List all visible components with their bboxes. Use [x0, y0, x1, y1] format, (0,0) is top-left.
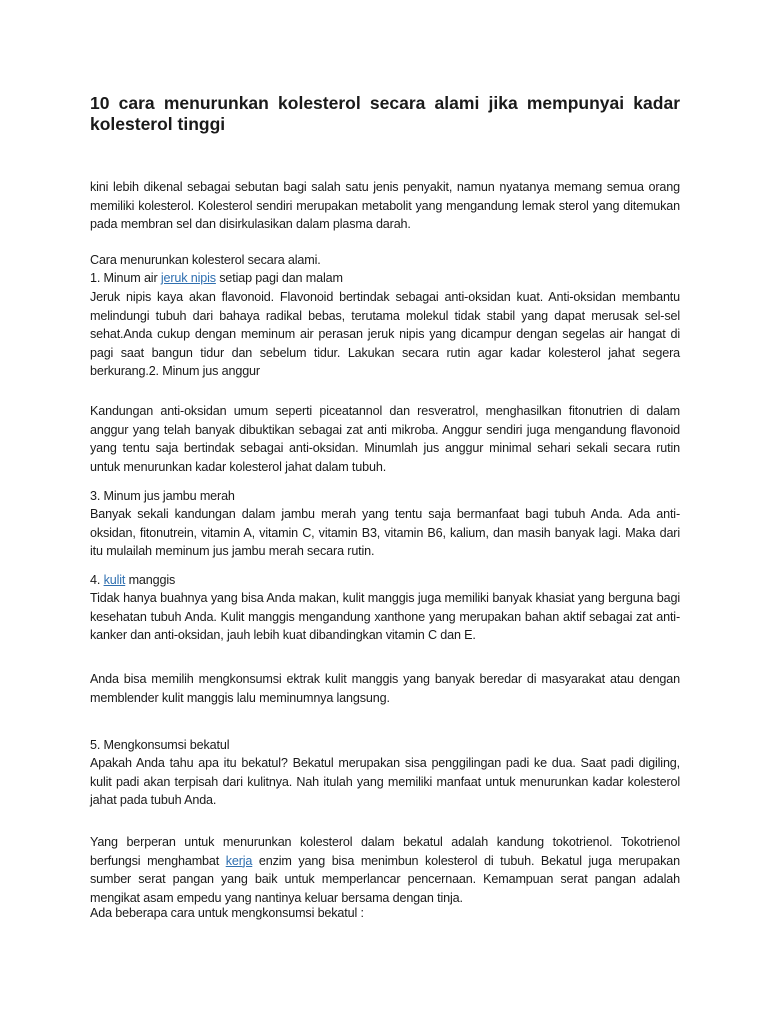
- item-1-body-text: Jeruk nipis kaya akan flavonoid. Flavonoid bertindak sebagai anti-oksidan kuat. Anti-oksidan membantu melindungi tubuh dari bahaya radikal bebas, terutama molekul tidak stabil yang dapat merusak sel-sel sehat.Anda cukup dengan meminum air perasan jeruk nipis yang dicampur dengan segelas air hangat di pagi saat bangun tidur dan sebelum tidur. Lakukan secara rutin agar kadar kolesterol jahat segera berkurang.2. Minum jus anggur: [90, 290, 680, 379]
- item-5-heading-text: 5. Mengkonsumsi bekatul: [90, 738, 230, 752]
- intro-paragraph: [90, 178, 680, 234]
- section-intro: [90, 251, 680, 270]
- item-4-body: [90, 589, 680, 645]
- item-5-body-text: Apakah Anda tahu apa itu bekatul? Bekatul merupakan sisa penggilingan padi ke dua. Saat padi digiling, kulit padi akan terpisah dari kulitnya. Nah itulah yang memiliki manfaat untuk menurunkan kadar kolesterol jahat pada tubuh Anda.: [90, 756, 680, 808]
- item-3-body: [90, 505, 680, 561]
- item-3-heading: [90, 487, 680, 506]
- kulit-link[interactable]: kulit: [103, 573, 126, 587]
- item-1-heading-prefix: 1. Minum air: [90, 271, 161, 285]
- document-title: 10 cara menurunkan kolesterol secara alami jika mempunyai kadar kolesterol tinggi: [90, 93, 680, 134]
- item-4-body-2: [90, 670, 680, 707]
- item-1-body: [90, 288, 680, 381]
- item-4-heading: [90, 571, 680, 590]
- item-2-body: [90, 402, 680, 476]
- item-5-body-3: [90, 904, 680, 923]
- section-intro-text: Cara menurunkan kolesterol secara alami.: [90, 253, 321, 267]
- item-4-heading-prefix: 4.: [90, 573, 104, 587]
- item-4-body-2-text: Anda bisa memilih mengkonsumsi ektrak kulit manggis yang banyak beredar di masyarakat atau dengan memblender kulit manggis lalu meminumnya langsung.: [90, 672, 680, 705]
- kerja-link[interactable]: kerja: [225, 853, 253, 868]
- item-5-body-2: [90, 833, 680, 907]
- item-4-heading-suffix: manggis: [125, 573, 176, 587]
- item-5-body: [90, 754, 680, 810]
- item-3-heading-text: 3. Minum jus jambu merah: [90, 489, 235, 503]
- item-5-body-2-suffix: enzim yang bisa menimbun kolesterol di tubuh. Bekatul juga merupakan sumber serat pangan yang baik untuk memperlancar pencernaan. Kemampuan serat pangan adalah mengikat asam empedu yang nantinya keluar bersama dengan tinja.: [90, 853, 680, 905]
- item-3-body-text: Banyak sekali kandungan dalam jambu merah yang tentu saja bermanfaat bagi tubuh Anda. Ada anti-oksidan, fitonutrein, vitamin A, vitamin C, vitamin B3, vitamin B6, kalium, dan masih banyak lagi. Maka dari itu mulailah meminum jus jambu merah secara rutin.: [90, 507, 680, 559]
- item-1-heading: [90, 269, 680, 288]
- item-5-body-3-text: Ada beberapa cara untuk mengkonsumsi bekatul :: [90, 906, 364, 920]
- item-2-body-text: Kandungan anti-oksidan umum seperti piceatannol dan resveratrol, menghasilkan fitonutrien di dalam anggur yang telah banyak dibuktikan sebagai zat anti mikroba. Anggur sendiri juga mengandung flavonoid yang tentu saja bertindak sebagai anti-oksidan. Minumlah jus anggur minimal sehari sekali secara rutin untuk menurunkan kadar kolesterol jahat dalam tubuh.: [90, 404, 680, 474]
- item-5-body-2-prefix: Yang berperan untuk menurunkan kolesterol dalam bekatul adalah kandung tokotrienol. Tokotrienol berfungsi menghambat: [90, 835, 680, 868]
- intro-text: kini lebih dikenal sebagai sebutan bagi salah satu jenis penyakit, namun nyatanya memang semua orang memiliki kolesterol. Kolesterol sendiri merupakan metabolit yang mengandung lemak sterol yang ditemukan pada membran sel dan disirkulasikan dalam plasma darah.: [90, 180, 680, 232]
- item-4-body-text: Tidak hanya buahnya yang bisa Anda makan, kulit manggis juga memiliki banyak khasiat yang berguna bagi kesehatan tubuh Anda. Kulit manggis mengandung xanthone yang merupakan bahan aktif sebagai zat anti-kanker dan anti-oksidan, jauh lebih kuat dibandingkan vitamin C dan E.: [90, 591, 680, 643]
- item-5-heading: [90, 736, 680, 755]
- item-1-heading-suffix: setiap pagi dan malam: [215, 271, 343, 285]
- jeruk-nipis-link[interactable]: jeruk nipis: [160, 271, 216, 285]
